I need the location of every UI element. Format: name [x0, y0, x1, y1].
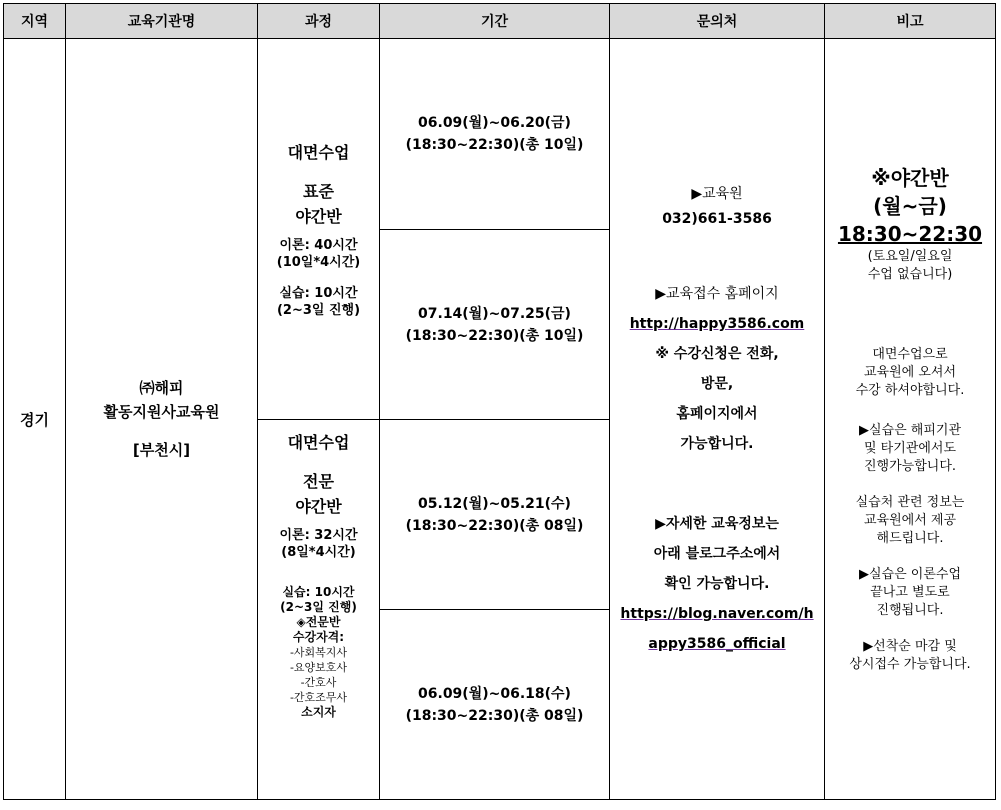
header-period: 기간 [380, 4, 610, 39]
notes-days: (월~금) [873, 194, 947, 218]
notes-title: ※야간반 [871, 166, 949, 190]
course-expert-theory: 이론: 32시간 [279, 528, 358, 543]
notes-practice-line2: 및 타기관에서도 [863, 441, 957, 456]
period-2-dates: 07.14(월)~07.25(금) [418, 305, 571, 322]
homepage-link[interactable]: http://happy3586.com [629, 316, 805, 332]
blog-link-line1[interactable]: https://blog.naver.com/h [620, 606, 814, 622]
course-expert-type: 대면수업 [287, 433, 350, 452]
course-schedule-table [3, 3, 996, 800]
header-notes: 비고 [825, 4, 996, 39]
contact-apply-line2: 방문, [700, 376, 734, 392]
qualification-item-1: -사회복지사 [289, 646, 348, 659]
header-row [4, 4, 996, 39]
course-expert-theory-detail: (8일*4시간) [281, 545, 356, 560]
period-4-time: (18:30~22:30)(총 08일) [405, 707, 584, 724]
notes-face-line3: 수강 하셔야합니다. [855, 383, 965, 398]
period-cell-4 [380, 610, 610, 800]
period-1-time: (18:30~22:30)(총 10일) [405, 137, 584, 153]
period-1-dates: 06.09(월)~06.20(금) [418, 115, 571, 131]
period-2-time: (18:30~22:30)(총 10일) [405, 327, 584, 344]
notes-practice-line1: ▶실습은 해피기관 [858, 423, 962, 438]
course-standard-practice: 실습: 10시간 [279, 285, 358, 301]
notes-practice-line3: 진행가능합니다. [863, 459, 957, 474]
period-cell-1 [380, 39, 610, 230]
course-expert-cell [258, 420, 380, 800]
qualification-item-4: -간호조무사 [289, 691, 348, 704]
course-expert-level: 전문 [303, 472, 334, 491]
qualification-item-2: -요양보호사 [289, 661, 348, 674]
contact-phone: 032)661-3586 [662, 211, 772, 227]
period-4-dates: 06.09(월)~06.18(수) [418, 685, 571, 702]
notes-face-line2: 교육원에 오셔서 [863, 365, 957, 380]
notes-weekend-line2: 수업 없습니다) [867, 267, 953, 282]
contact-apply-line4: 가능합니다. [680, 436, 754, 452]
contact-blog-line3: 확인 가능합니다. [664, 576, 770, 592]
course-standard-practice-detail: (2~3일 진행) [276, 302, 361, 318]
table-row [4, 39, 996, 230]
region-cell: 경기 [4, 39, 66, 800]
notes-cell [825, 39, 996, 800]
notes-face-line1: 대면수업으로 [872, 347, 948, 362]
period-3-dates: 05.12(월)~05.21(수) [418, 495, 571, 512]
course-standard-theory-detail: (10일*4시간) [276, 254, 361, 270]
contact-office-label: ▶교육원 [691, 186, 743, 202]
notes-info-line3: 해드립니다. [876, 531, 944, 546]
institution-name-line1: ㈜해피 [139, 379, 184, 397]
qualification-label: 수강자격: [292, 630, 345, 644]
contact-apply-line3: 홈페이지에서 [676, 406, 758, 422]
contact-homepage-label: ▶교육접수 홈페이지 [655, 286, 779, 302]
institution-name-line2: 활동지원사교육원 [103, 403, 220, 421]
course-standard-level: 표준 [303, 181, 334, 201]
qualification-suffix: 소지자 [301, 705, 336, 719]
header-contact: 문의처 [610, 4, 825, 39]
notes-info-line2: 교육원에서 제공 [863, 513, 957, 528]
blog-link-line2[interactable]: appy3586_official [648, 636, 786, 652]
notes-info-line1: 실습처 관련 정보는 [855, 495, 965, 510]
contact-blog-line1: ▶자세한 교육정보는 [655, 516, 779, 532]
period-3-time: (18:30~22:30)(총 08일) [405, 517, 584, 534]
notes-after-line2: 끝나고 별도로 [870, 585, 950, 600]
notes-weekend-line1: (토요일/일요일 [867, 249, 953, 264]
notes-after-line3: 진행됩니다. [876, 603, 944, 618]
institution-cell [66, 39, 258, 800]
notes-time: 18:30~22:30 [837, 222, 983, 246]
contact-cell [610, 39, 825, 800]
course-expert-practice: 실습: 10시간 [282, 585, 355, 599]
contact-blog-line2: 아래 블로그주소에서 [653, 546, 781, 562]
course-expert-practice-detail: (2~3일 진행) [280, 600, 357, 614]
notes-first-line1: ▶선착순 마감 및 [863, 639, 957, 654]
course-standard-cell [258, 39, 380, 420]
period-cell-2 [380, 230, 610, 420]
course-standard-type: 대면수업 [287, 142, 350, 162]
course-standard-theory: 이론: 40시간 [279, 237, 358, 253]
header-region: 지역 [4, 4, 66, 39]
period-cell-3 [380, 420, 610, 610]
institution-city: [부천시] [132, 441, 191, 459]
qualification-title: ◈전문반 [296, 615, 341, 629]
header-institution: 교육기관명 [66, 4, 258, 39]
notes-after-line1: ▶실습은 이론수업 [858, 567, 962, 582]
notes-first-line2: 상시접수 가능합니다. [849, 657, 971, 672]
qualification-item-3: -간호사 [300, 676, 337, 689]
contact-apply-line1: ※ 수강신청은 전화, [655, 346, 779, 362]
course-expert-night: 야간반 [295, 497, 342, 516]
header-course: 과정 [258, 4, 380, 39]
course-standard-night: 야간반 [295, 206, 342, 226]
